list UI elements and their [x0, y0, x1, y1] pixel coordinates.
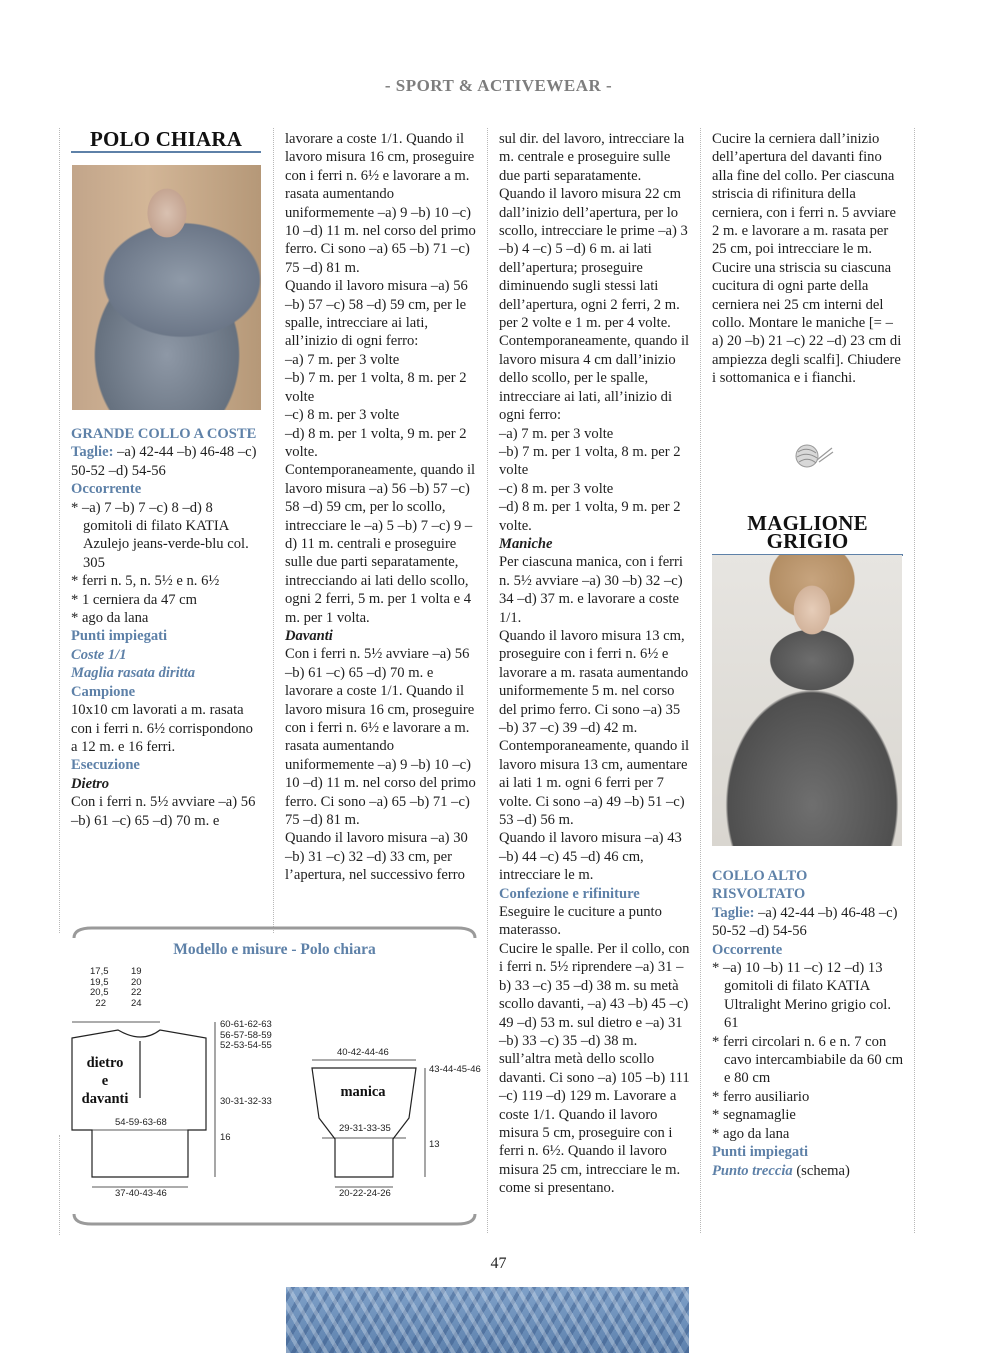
diagram-top-brace: [72, 924, 477, 940]
list-line: –c) 8 m. per 3 volte: [499, 480, 614, 497]
body-label: dietro: [86, 1055, 124, 1071]
sleeve-mid-width: 29-31-33-35: [339, 1123, 391, 1134]
list-line: –c) 8 m. per 3 volte: [285, 407, 400, 424]
diagram-bottom-brace: [72, 1212, 477, 1228]
column-divider: [59, 128, 60, 933]
body-width: 54-59-63-68: [115, 1117, 167, 1128]
paragraph: lavorare a coste 1/1. Quando il lavoro misura 16 cm, proseguire con i ferri n. 6½ e lavorare a m. rasata aumentando uniformemente –a) 9 –b) 10 –c) 10 –d) 11 m. nel corso del primo ferro. Ci sono –a) 65 –b) 71 –c) 75 –d) 81 m.: [285, 131, 476, 276]
body-label: e: [101, 1073, 109, 1089]
paragraph: Quando il lavoro misura –a) 56 –b) 57 –c) 58 –d) 59 cm, per le spalle, intrecciare ai lati, all’inizio di ogni ferro:: [285, 278, 468, 350]
confezione-label: Confezione e rifiniture: [499, 885, 640, 902]
neck-label: 17,5: [90, 966, 109, 977]
paragraph: sul dir. del lavoro, intrecciare la m. centrale e proseguire sulle due parti separatamente.: [499, 131, 685, 184]
occorrente-item: * ferro ausiliario: [712, 1088, 810, 1105]
occorrente-label: Occorrente: [71, 481, 142, 498]
maglione-subtitle: COLLO ALTO: [712, 868, 808, 884]
taglie-text: –a) 42-44 –b) 46-48 –c) 50-52 –d) 54-56: [712, 904, 898, 940]
occorrente-label: Occorrente: [712, 941, 783, 958]
list-line: –d) 8 m. per 1 volta, 9 m. per 2 volte.: [499, 499, 681, 534]
column-1-text: [71, 425, 263, 830]
page-header: - SPORT & ACTIVEWEAR -: [384, 76, 613, 95]
sleeve-top-width: 40-42-44-46: [337, 1047, 389, 1058]
dietro-text: Con i ferri n. 5½ avviare –a) 56 –b) 61 –c) 65 –d) 70 m. e: [71, 794, 256, 829]
list-line: –b) 7 m. per 1 volta, 8 m. per 2 volte: [285, 370, 467, 405]
page-number: 47: [490, 1255, 507, 1272]
punti-label: Punti impiegati: [71, 628, 168, 645]
column-divider: [700, 128, 701, 1233]
occorrente-item: * ago da lana: [712, 1125, 790, 1142]
column-divider: [487, 128, 488, 1233]
punti-italic: Punto treccia: [712, 1162, 793, 1179]
neck-label: 19: [131, 966, 142, 977]
yarn-ball-icon: [788, 442, 834, 470]
list-line: –a) 7 m. per 3 volte: [285, 351, 400, 368]
height-label: 56-57-58-59: [220, 1029, 272, 1041]
sleeve-label: manica: [340, 1084, 386, 1100]
davanti-label: Davanti: [285, 627, 333, 644]
column-divider: [273, 128, 274, 933]
maglione-photo: [712, 555, 902, 846]
occorrente-item: * 1 cerniera da 47 cm: [71, 591, 198, 608]
list-line: –b) 7 m. per 1 volta, 8 m. per 2 volte: [499, 443, 681, 479]
maglione-taglie: [712, 904, 904, 941]
column-3: [499, 130, 690, 1198]
neck-label: 22: [95, 997, 106, 1009]
occorrente-item: * ago da lana: [71, 610, 149, 627]
paragraph: Con i ferri n. 5½ avviare –a) 56 –b) 61 –c) 65 –d) 70 m. e lavorare a coste 1/1. Quando il lavoro misura 16 cm, proseguire con i ferri n. 6½ e lavorare a m. rasata aumentando uniformemente –a) 9 –b) 10 –c) 10 –d) 11 m. nel corso del primo ferro. Ci sono –a) 65 –b) 71 –c) 75 –d) 81 m.: [285, 646, 476, 829]
neck-label: 22: [131, 987, 142, 998]
paragraph: Per ciascuna manica, con i ferri n. 5½ avviare –a) 30 –b) 32 –c) 34 –d) 37 m. e lavorare a coste 1/1.: [499, 554, 683, 626]
maniche-label: Maniche: [499, 535, 553, 552]
neck-width-a: [90, 966, 109, 1009]
paragraph: Contemporaneamente, quando il lavoro misura –a) 56 –b) 57 –c) 58 –d) 59 cm, per lo scollo, intrecciare le –a) 5 –b) 7 –c) 9 –d) 11 m. centrali e proseguire sulle due parti separatamente, intrecciando ai lati dello scollo, ogni 2 ferri, 5 m. per 1 volta e 4 m. per 1 volta.: [285, 462, 476, 626]
list-line: –a) 7 m. per 3 volte: [499, 425, 614, 442]
shoulder-heights: [220, 1020, 272, 1052]
paragraph: Contemporaneamente, quando il lavoro misura 4 cm dall’inizio dello scollo, per le spalle, intrecciare ai lati, all’inizio di ogni ferro:: [499, 333, 690, 424]
polo-title: POLO CHIARA: [71, 130, 261, 153]
esecuzione-label: Esecuzione: [71, 757, 140, 774]
maglione-subtitle: RISVOLTATO: [712, 886, 806, 903]
occorrente-item: * –a) 10 –b) 11 –c) 12 –d) 13 gomitoli di filato KATIA Ultralight Merino grigio col. 61: [712, 960, 891, 1032]
paragraph: Cucire le spalle. Per il collo, con i ferri n. 5½ riprendere –a) 31 –b) 33 –c) 35 –d) 38 m. su metà scollo davanti, –a) 43 –b) 45 –c) 49 –d) 53 m. sul dietro e –a) 31 –b) 33 –c) 35 –d) 38 m. sull’altra metà dello scollo davanti. Ci sono –a) 105 –b) 111 –c) 119 –d) 129 m. Lavorare a coste 1/1. Quando il lavoro misura 5 cm, proseguire con i ferri n. 6½. Quando il lavoro misura 25 cm, intrecciare le m. come si presentano.: [499, 940, 690, 1197]
taglie-label: Taglie:: [71, 444, 114, 461]
sleeve-cuff-height: 13: [429, 1139, 440, 1150]
polo-photo: [72, 165, 261, 410]
paragraph: Quando il lavoro misura 22 cm dall’inizio dell’apertura, per lo scollo, intrecciare le prime –a) 3 –b) 4 –c) 5 –d) 6 m. ai lati dell’apertura; proseguire diminuendo sugli stessi lati dell’apertura, ogni 2 ferri, 2 m. per 2 volte e 1 m. per 4 volte.: [499, 186, 688, 332]
taglie-label: Taglie:: [712, 904, 755, 921]
diagram-title: Modello e misure - Polo chiara: [173, 941, 376, 958]
height-label: 60-61-62-63: [220, 1019, 272, 1030]
taglie-text: –a) 42-44 –b) 46-48 –c) 50-52 –d) 54-56: [71, 444, 257, 479]
occorrente-item: * ferri circolari n. 6 e n. 7 con cavo intercambiabile da 60 cm e 80 cm: [712, 1033, 904, 1087]
occorrente-item: * ferri n. 5, n. 5½ e n. 6½: [71, 573, 220, 590]
neck-label: 20,5: [90, 987, 109, 998]
body-piece-label: [76, 1054, 134, 1108]
punti-rest: (schema): [792, 1162, 850, 1179]
polo-subtitle: GRANDE COLLO A COSTE: [71, 426, 257, 442]
maglione-title: MAGLIONE GRIGIO: [712, 514, 903, 556]
column-2: [285, 130, 476, 885]
neck-label: 24: [131, 997, 142, 1009]
campione-text: 10x10 cm lavorati a m. rasata con i ferri n. 6½ corrispondono a 12 m. e 16 ferri.: [71, 702, 253, 755]
body-label: davanti: [81, 1091, 129, 1107]
sleeve-cuff-width: 20-22-24-26: [339, 1188, 391, 1199]
rib-height: 16: [220, 1132, 231, 1143]
punti-item: Coste 1/1: [71, 646, 127, 663]
paragraph: Quando il lavoro misura –a) 43 –b) 44 –c) 45 –d) 46 cm, intrecciare le m.: [499, 830, 682, 884]
occorrente-item: * –a) 7 –b) 7 –c) 8 –d) 8 gomitoli di filato KATIA Azulejo jeans-verde-blu col. 305: [71, 499, 249, 571]
punti-line: [712, 1162, 904, 1180]
column-1: [71, 127, 261, 165]
maglione-text: [712, 867, 904, 1180]
neck-width-b: [131, 967, 142, 1009]
paragraph: Quando il lavoro misura 13 cm, proseguire con i ferri n. 6½ e lavorare a m. rasata aumentando uniformemente 5 m. nel corso del primo ferro. Ci sono –a) 35 –b) 37 –c) 39 –d) 42 m.: [499, 627, 689, 736]
punti-label: Punti impiegati: [712, 1144, 809, 1161]
height-label: 52-53-54-55: [220, 1040, 272, 1051]
paragraph: Eseguire le cuciture a punto materasso.: [499, 904, 662, 939]
column-divider: [914, 128, 915, 1233]
body-height: 30-31-32-33: [220, 1096, 272, 1107]
dietro-label: Dietro: [71, 775, 110, 792]
campione-label: Campione: [71, 683, 136, 700]
sleeve-length: 43-44-45-46: [429, 1064, 481, 1075]
list-line: –d) 8 m. per 1 volta, 9 m. per 2 volte.: [285, 425, 467, 460]
knit-texture-strip: [286, 1287, 689, 1353]
neck-label: 20: [131, 976, 142, 988]
hem-width: 37-40-43-46: [115, 1188, 167, 1199]
paragraph: Contemporaneamente, quando il lavoro misura 13 cm, aumentare ai lati 1 m. ogni 6 ferri per 7 volte. Ci sono –a) 49 –b) 51 –c) 53 –d) 56 m.: [499, 738, 690, 829]
paragraph: Quando il lavoro misura –a) 30 –b) 31 –c) 32 –d) 33 cm, per l’apertura, nel successivo ferro: [285, 830, 468, 884]
neck-label: 19,5: [90, 976, 109, 988]
punti-item: Maglia rasata diritta: [71, 665, 196, 682]
polo-taglie: [71, 443, 263, 480]
paragraph: Cucire la cerniera dall’inizio dell’apertura del davanti fino alla fine del collo. Per ciascuna striscia di rifinitura della cerniera, con i ferri n. 5 avviare 2 m. e lavorare a m. rasata per 25 cm, poi intrecciare le m. Cucire una striscia su ciascuna cucitura di ogni parte della cerniera nei 25 cm interni del collo. Montare le maniche [= –a) 20 –b) 21 –c) 22 –d) 23 cm di ampiezza degli scalfi]. Chiudere i sottomanica e i fianchi.: [712, 131, 902, 387]
occorrente-item: * segnamaglie: [712, 1107, 796, 1124]
column-4: [712, 130, 903, 388]
